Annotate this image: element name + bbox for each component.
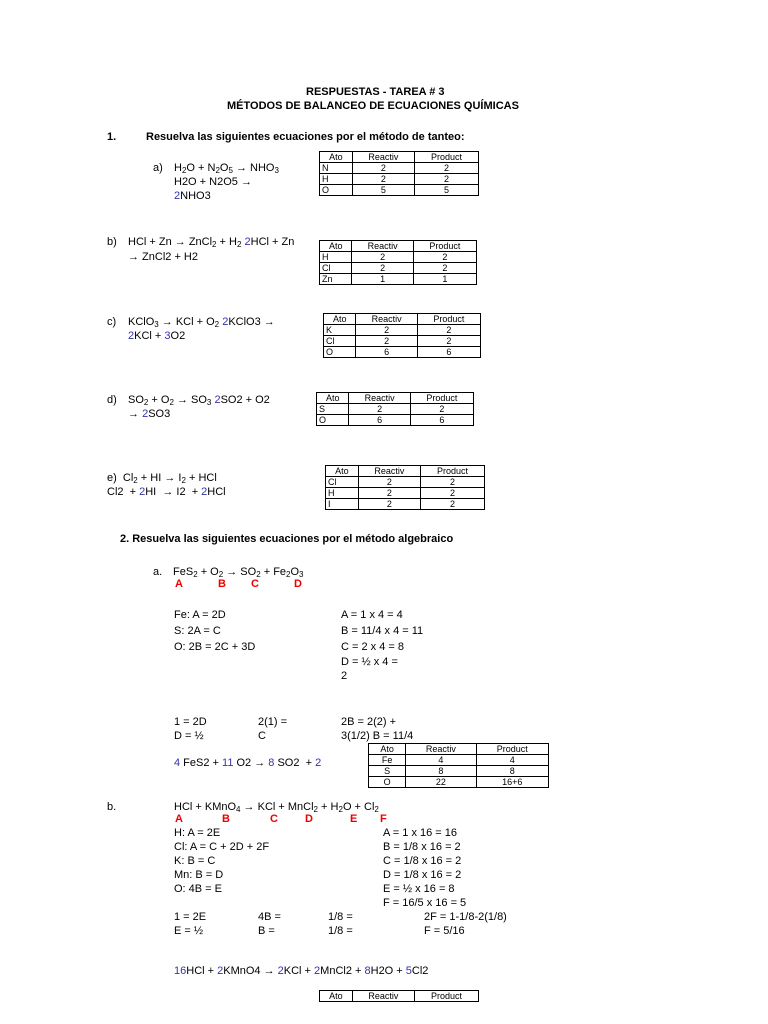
atom-table-d bbox=[316, 392, 474, 426]
eq-line: 1 = 2E bbox=[174, 911, 207, 923]
cell: O bbox=[317, 415, 349, 426]
atom-table-a bbox=[319, 151, 479, 196]
table-row bbox=[320, 163, 479, 174]
section1-heading: Resuelva las siguientes ecuaciones por el método de tanteo: bbox=[146, 131, 465, 143]
coef: 2 bbox=[214, 394, 221, 406]
cell: 2 bbox=[421, 488, 485, 499]
table-row bbox=[369, 777, 549, 788]
cell: O bbox=[369, 777, 406, 788]
coef: 2 bbox=[222, 316, 229, 328]
table-row bbox=[320, 174, 479, 185]
cell: 2 bbox=[352, 252, 413, 263]
coef: 2 bbox=[277, 965, 284, 977]
formula-text: SO2 + bbox=[274, 757, 316, 769]
eq-line: 1/8 = bbox=[328, 911, 353, 923]
table-header: Ato bbox=[320, 241, 352, 252]
formula-text: KClO3 → bbox=[228, 316, 275, 328]
coef: 2 bbox=[142, 408, 149, 420]
cell: 2 bbox=[413, 252, 476, 263]
cell: Cl bbox=[326, 477, 359, 488]
var-letter: F bbox=[380, 813, 387, 825]
table-header: Product bbox=[476, 744, 548, 755]
eq-line: O: 2B = 2C + 3D bbox=[174, 641, 256, 653]
var-letter: D bbox=[305, 813, 313, 825]
cell: H bbox=[326, 488, 359, 499]
cell: O bbox=[324, 347, 356, 358]
cell: 5 bbox=[352, 185, 414, 196]
atom-table-c bbox=[323, 313, 481, 358]
var-letter: A bbox=[175, 578, 183, 590]
cell: 2 bbox=[358, 477, 420, 488]
var-letter: A bbox=[175, 813, 183, 825]
formula-text: SO3 bbox=[148, 408, 171, 420]
coef: 2 bbox=[128, 330, 135, 342]
table-header: Ato bbox=[326, 466, 359, 477]
table-row bbox=[317, 415, 474, 426]
table-header: Product bbox=[415, 152, 479, 163]
item-b-line2: → ZnCl2 + H2 bbox=[128, 251, 198, 263]
cell: 4 bbox=[476, 755, 548, 766]
cell: Fe bbox=[369, 755, 406, 766]
eq-line: H: A = 2E bbox=[174, 827, 221, 839]
s2b-label: b. bbox=[107, 801, 117, 813]
coef: 2 bbox=[314, 965, 321, 977]
formula-text: HI → I2 + bbox=[145, 486, 202, 498]
var-letter: C bbox=[251, 578, 259, 590]
table-row bbox=[320, 274, 477, 285]
atom-table-b bbox=[319, 240, 477, 285]
s2a-label: a. bbox=[153, 566, 163, 578]
item-e-line1: e) $Cl_2$ + HI → $I_2$ + HCl bbox=[107, 472, 217, 485]
cell: H bbox=[320, 174, 353, 185]
coef: 8 bbox=[364, 965, 371, 977]
item-a-line3 bbox=[174, 190, 211, 203]
cell: 8 bbox=[406, 766, 476, 777]
cell: 2 bbox=[349, 404, 410, 415]
item-a-line2: H2O + N2O5 → bbox=[174, 176, 252, 188]
formula-text: HCl bbox=[207, 486, 226, 498]
table-row bbox=[326, 488, 485, 499]
formula-text: O2 → bbox=[233, 757, 269, 769]
item-a-unbalanced: $H_2O + N_2O_5 \to NHO_3$ bbox=[174, 162, 279, 175]
table-header: Reactiv bbox=[356, 314, 417, 325]
eq-line: D = ½ bbox=[174, 730, 204, 742]
s2a-equation: $FeS_2 + O_2 \to SO_2 + Fe_2O_3$ bbox=[173, 566, 304, 579]
section2-heading: 2. Resuelva las siguientes ecuaciones por el método algebraico bbox=[120, 533, 454, 545]
eq-line: 1/8 = bbox=[328, 925, 353, 937]
eq-line: O: 4B = E bbox=[174, 883, 222, 895]
item-c-line2 bbox=[128, 330, 185, 343]
coef: 16 bbox=[174, 965, 187, 977]
formula-text: MnCl2 + bbox=[320, 965, 365, 977]
eq-line: 2B = 2(2) + bbox=[341, 716, 397, 728]
formula-text: HCl + bbox=[186, 965, 218, 977]
cell: 22 bbox=[406, 777, 476, 788]
document-subtitle: MÉTODOS DE BALANCEO DE ECUACIONES QUÍMICAS bbox=[227, 100, 519, 112]
eq-line: S: 2A = C bbox=[174, 625, 221, 637]
cell: 2 bbox=[417, 336, 480, 347]
cell: 2 bbox=[356, 336, 417, 347]
atom-table-e bbox=[325, 465, 485, 510]
cell: K bbox=[324, 325, 356, 336]
table-row bbox=[324, 336, 481, 347]
eq-line: Mn: B = D bbox=[174, 869, 224, 881]
item-a-label: a) bbox=[153, 162, 163, 174]
coef: 2 bbox=[139, 486, 146, 498]
formula-text: H2O + bbox=[370, 965, 406, 977]
coef: 2 bbox=[315, 757, 322, 769]
table-header: Reactiv bbox=[406, 744, 476, 755]
formula-text: O2 bbox=[170, 330, 186, 342]
coef: 4 bbox=[174, 757, 181, 769]
item-c-label: c) bbox=[107, 316, 117, 328]
eq-line: 2(1) = bbox=[258, 716, 288, 728]
cell: 2 bbox=[417, 325, 480, 336]
cell: Cl bbox=[320, 263, 352, 274]
coef: 11 bbox=[222, 757, 234, 769]
coef: 3 bbox=[164, 330, 171, 342]
cell: 2 bbox=[421, 499, 485, 510]
item-d-line1: $SO_2 + O_2 \to SO_3$ 2SO2 + O2 bbox=[128, 394, 270, 407]
table-row bbox=[317, 404, 474, 415]
table-header: Reactiv bbox=[352, 241, 413, 252]
table-header: Ato bbox=[320, 152, 353, 163]
table-header: Product bbox=[421, 466, 485, 477]
cell: 6 bbox=[417, 347, 480, 358]
eq-line: C = 1/8 x 16 = 2 bbox=[383, 855, 462, 867]
cell: 2 bbox=[352, 263, 413, 274]
table-header: Ato bbox=[324, 314, 356, 325]
table-row bbox=[324, 347, 481, 358]
item-e-label: e) bbox=[107, 472, 117, 484]
s2b-balanced bbox=[174, 965, 428, 978]
eq-line: 2 bbox=[341, 670, 348, 682]
cell: 2 bbox=[415, 163, 479, 174]
cell: 2 bbox=[358, 499, 420, 510]
cell: Zn bbox=[320, 274, 352, 285]
coef: 2 bbox=[201, 486, 208, 498]
eq-line: 3(1/2) B = 11/4 bbox=[341, 730, 414, 742]
table-row bbox=[326, 477, 485, 488]
eq-line: D = 1/8 x 16 = 2 bbox=[383, 869, 462, 881]
table-header: Ato bbox=[317, 393, 349, 404]
coef: 2 bbox=[244, 236, 251, 248]
formula-text: KCl + bbox=[134, 330, 165, 342]
table-row bbox=[369, 766, 549, 777]
table-row bbox=[324, 325, 481, 336]
cell: S bbox=[369, 766, 406, 777]
cell: 1 bbox=[413, 274, 476, 285]
table-header: Ato bbox=[369, 744, 406, 755]
table-header: Product bbox=[410, 393, 473, 404]
var-letter: C bbox=[270, 813, 278, 825]
eq-line: A = 1 x 4 = 4 bbox=[341, 609, 403, 621]
section1-number: 1. bbox=[107, 131, 117, 143]
cell: 2 bbox=[421, 477, 485, 488]
formula-text: SO2 + O2 bbox=[220, 394, 270, 406]
eq-line: C = 2 x 4 = 8 bbox=[341, 641, 404, 653]
coef: 2 bbox=[174, 190, 181, 202]
table-header: Ato bbox=[320, 991, 353, 1002]
eq-line: 2F = 1-1/8-2(1/8) bbox=[424, 911, 507, 923]
item-c-line1: KClO$_3$ → KCl + $O_2$ 2KClO3 → bbox=[128, 316, 275, 329]
eq-line: F = 16/5 x 16 = 5 bbox=[383, 897, 467, 909]
eq-line: E = ½ x 16 = 8 bbox=[383, 883, 455, 895]
cell: N bbox=[320, 163, 353, 174]
cell: Cl bbox=[324, 336, 356, 347]
item-d-label: d) bbox=[107, 394, 117, 406]
cell: 1 bbox=[352, 274, 413, 285]
cell: 2 bbox=[352, 163, 414, 174]
table-header: Product bbox=[413, 241, 476, 252]
table-header: Reactiv bbox=[349, 393, 410, 404]
eq-line: K: B = C bbox=[174, 855, 216, 867]
cell: I bbox=[326, 499, 359, 510]
formula-text: NHO3 bbox=[180, 190, 211, 202]
item-b-label: b) bbox=[107, 236, 117, 248]
table-row bbox=[320, 185, 479, 196]
item-e-line2 bbox=[107, 486, 226, 499]
table-row bbox=[326, 499, 485, 510]
cell: S bbox=[317, 404, 349, 415]
cell: 2 bbox=[352, 174, 414, 185]
eq-line: F = 5/16 bbox=[424, 925, 465, 937]
atom-table-2b bbox=[319, 990, 479, 1002]
var-letter: E bbox=[350, 813, 358, 825]
eq-line: D = ½ x 4 = bbox=[341, 656, 398, 668]
formula-text: Cl2 bbox=[411, 965, 429, 977]
table-header: Product bbox=[417, 314, 480, 325]
cell: 2 bbox=[358, 488, 420, 499]
formula-text: HCl + Zn bbox=[250, 236, 295, 248]
table-header: Product bbox=[415, 991, 479, 1002]
formula-text: KMnO4 → bbox=[223, 965, 278, 977]
eq-line: 4B = bbox=[258, 911, 281, 923]
eq-line: B = 1/8 x 16 = 2 bbox=[383, 841, 461, 853]
var-letter: D bbox=[294, 578, 302, 590]
s2b-equation: HCl + KMnO$_4$ → KCl + MnCl$_2$ + $H_2O + Cl_2$ bbox=[174, 801, 379, 814]
formula-text: → bbox=[128, 408, 143, 420]
cell: 2 bbox=[410, 404, 473, 415]
cell: 4 bbox=[406, 755, 476, 766]
eq-line: C bbox=[258, 730, 266, 742]
formula-text: FeS2 + bbox=[180, 757, 223, 769]
table-header: Reactiv bbox=[352, 152, 414, 163]
document-title: RESPUESTAS - TAREA # 3 bbox=[306, 86, 445, 98]
cell: H bbox=[320, 252, 352, 263]
cell: O bbox=[320, 185, 353, 196]
atom-table-2a bbox=[368, 743, 549, 788]
table-header: Reactiv bbox=[358, 466, 420, 477]
eq-line: A = 1 x 16 = 16 bbox=[383, 827, 458, 839]
cell: 6 bbox=[410, 415, 473, 426]
eq-line: B = 11/4 x 4 = 11 bbox=[341, 625, 424, 637]
eq-line: 1 = 2D bbox=[174, 716, 207, 728]
item-b-line1: HCl + Zn → ZnCl$_2$ + $H_2$ 2HCl + Zn bbox=[128, 236, 295, 249]
table-row bbox=[320, 252, 477, 263]
cell: 6 bbox=[349, 415, 410, 426]
var-letter: B bbox=[222, 813, 230, 825]
eq-line: Fe: A = 2D bbox=[174, 609, 226, 621]
table-row bbox=[320, 263, 477, 274]
cell: 2 bbox=[356, 325, 417, 336]
formula-text: Cl2 + bbox=[107, 486, 140, 498]
cell: 8 bbox=[476, 766, 548, 777]
coef: 5 bbox=[405, 965, 412, 977]
cell: 2 bbox=[415, 174, 479, 185]
table-row bbox=[369, 755, 549, 766]
eq-line: Cl: A = C + 2D + 2F bbox=[174, 841, 270, 853]
formula-text: KCl + bbox=[283, 965, 315, 977]
cell: 2 bbox=[413, 263, 476, 274]
cell: 6 bbox=[356, 347, 417, 358]
coef: 2 bbox=[217, 965, 224, 977]
eq-line: B = bbox=[258, 925, 275, 937]
var-letter: B bbox=[218, 578, 226, 590]
coef: 8 bbox=[268, 757, 275, 769]
item-d-line2 bbox=[128, 408, 170, 421]
eq-line: E = ½ bbox=[174, 925, 204, 937]
cell: 5 bbox=[415, 185, 479, 196]
cell: 16+6 bbox=[476, 777, 548, 788]
table-header: Reactiv bbox=[352, 991, 414, 1002]
s2a-balanced bbox=[174, 757, 321, 770]
